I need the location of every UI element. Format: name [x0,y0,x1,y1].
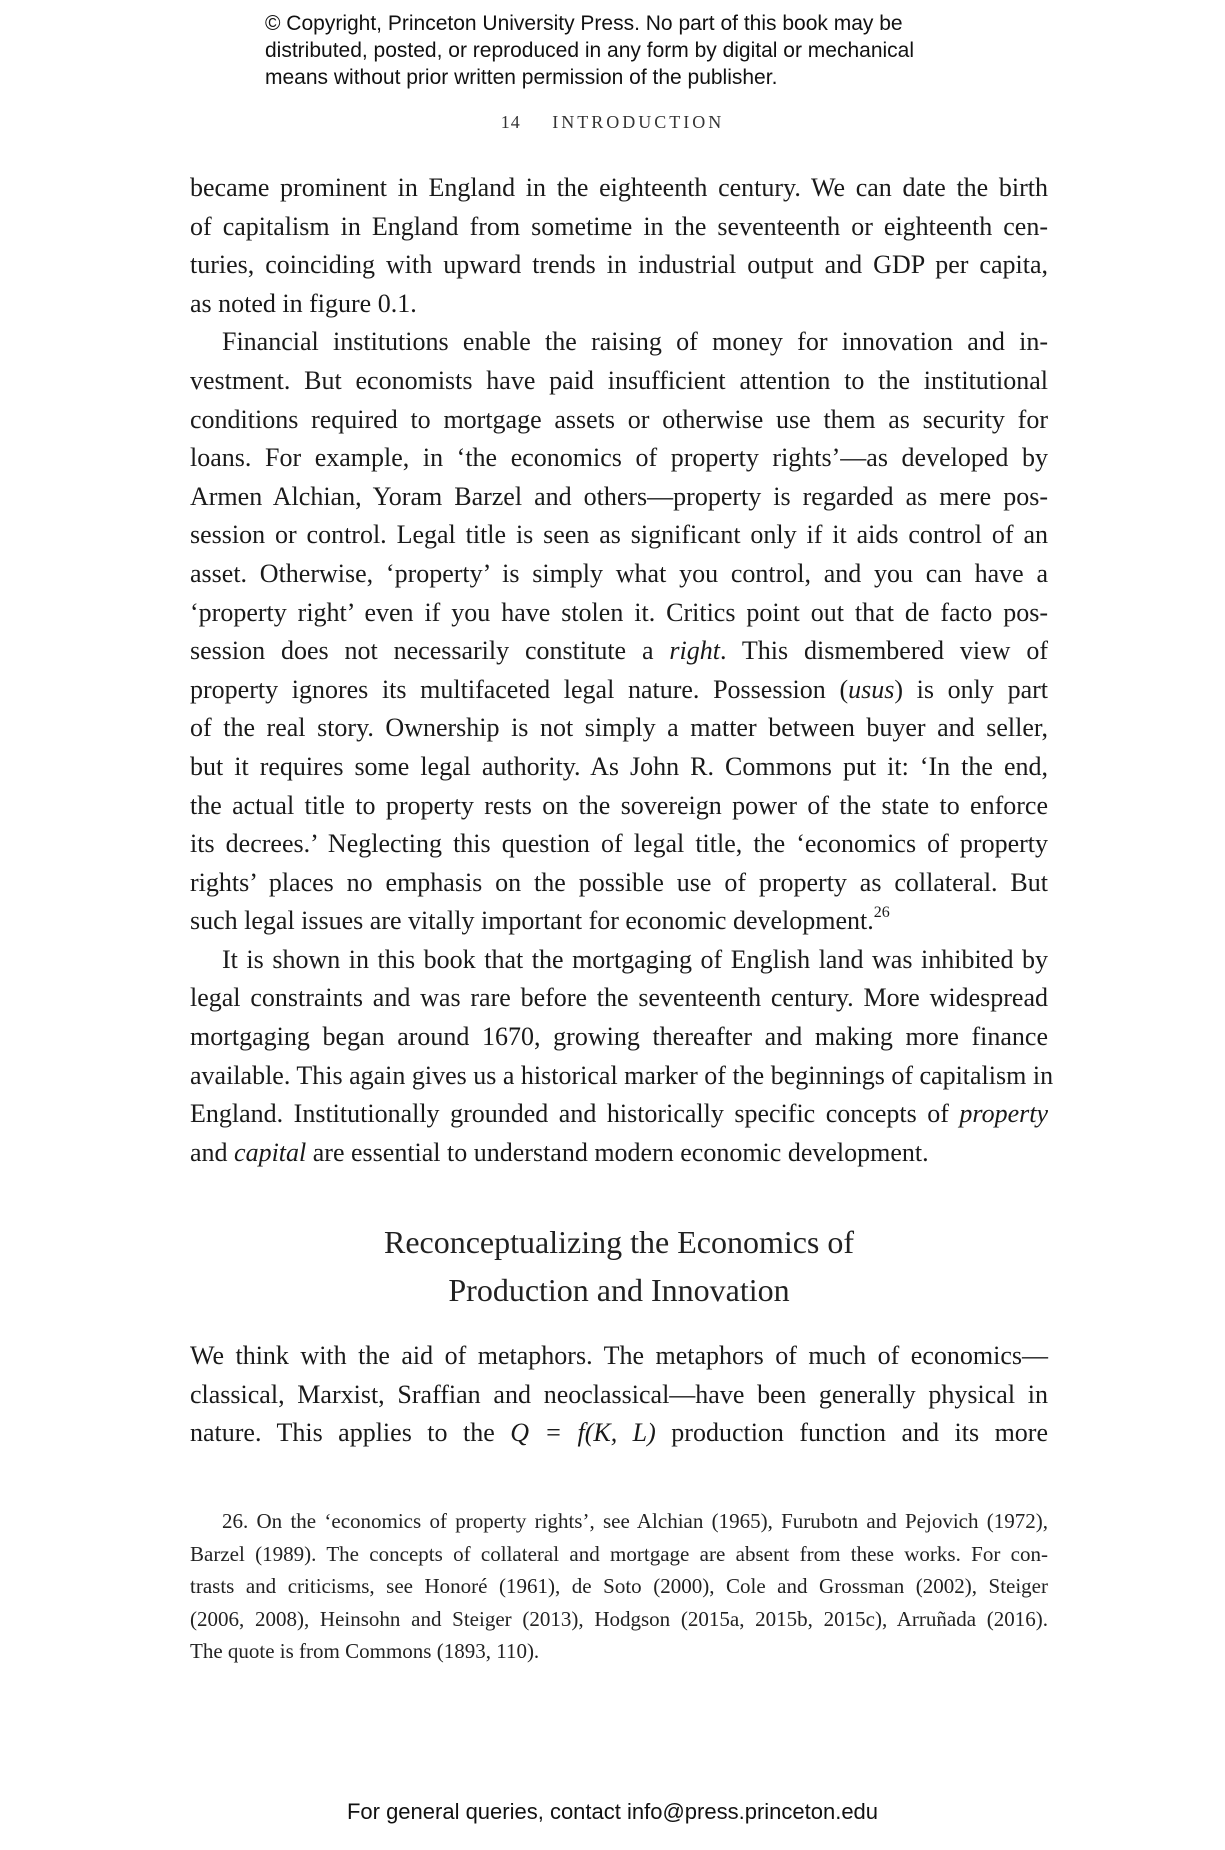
section-heading-line: Production and Innovation [448,1272,790,1308]
copyright-notice [265,10,1025,91]
running-title: INTRODUCTION [552,112,725,132]
section-body-text [190,1337,1048,1453]
text-line: We think with the aid of metaphors. The metaphors of much of economics— [190,1341,1048,1370]
text-line [190,1414,1048,1453]
text-run: England. Institutionally grounded and historically specific concepts of [190,1099,960,1129]
text-run: are essential to understand modern economic development. [306,1137,929,1167]
text-run: nature. This applies to the [190,1418,511,1448]
footnote-line: The quote is from Commons (1893, 110). [190,1639,540,1663]
text-line: Armen Alchian, Yoram Barzel and others—property is regarded as mere pos- [190,481,1048,511]
text-line: of capitalism in England from sometime in the seventeenth or eighteenth cen- [190,211,1048,241]
text-line: asset. Otherwise, ‘property’ is simply what you control, and you can have a [190,558,1048,588]
formula: Q = f(K, L) [510,1418,656,1448]
text-line: available. This again gives us a historical marker of the beginnings of capitalism in [190,1060,1054,1090]
text-line: of the real story. Ownership is not simply a matter between buyer and seller, [190,713,1048,743]
footnote-line: 26. On the ‘economics of property rights’, see Alchian (1965), Furubotn and Pejovich (1972), [222,1509,1048,1533]
copyright-line: © Copyright, Princeton University Press. No part of this book may be [265,12,903,35]
text-line: its decrees.’ Neglecting this question of legal title, the ‘economics of property [190,829,1048,859]
text-line: vestment. But economists have paid insufficient attention to the institutional [190,365,1048,395]
italic-text: property [959,1099,1048,1129]
italic-text: usus [848,674,895,704]
footnote [190,1505,1048,1668]
text-line: the actual title to property rests on the sovereign power of the state to enforce [190,790,1048,820]
text-line: but it requires some legal authority. As John R. Commons put it: ‘In the end, [190,751,1048,781]
footnote-line: trasts and criticisms, see Honoré (1961), de Soto (2000), Cole and Grossman (2002), Steiger [190,1574,1048,1598]
italic-text: capital [234,1137,307,1167]
section-heading-line: Reconceptualizing the Economics of [383,1224,855,1260]
text-run: and [190,1137,235,1167]
italic-text: right [669,636,720,666]
text-line: mortgaging began around 1670, growing thereafter and making more finance [190,1022,1048,1052]
body-text [190,169,1054,1172]
text-line [190,902,1048,941]
footnote-line: (2006, 2008), Heinsohn and Steiger (2013), Hodgson (2015a, 2015b, 2015c), Arruñada (2016). [190,1606,1048,1631]
text-run: such legal issues are vitally important for economic development. [190,906,874,936]
text-line: legal constraints and was rare before the seventeenth century. More widespread [190,983,1048,1013]
footer-contact: For general queries, contact info@press.princeton.edu [346,1799,879,1824]
text-run: session does not necessarily constitute a [190,636,670,666]
text-line: rights’ places no emphasis on the possible use of property as collateral. But [190,867,1048,897]
text-line: conditions required to mortgage assets or otherwise use them as security for [190,404,1048,434]
running-head [0,112,1225,133]
text-line: classical, Marxist, Sraffian and neoclassical—have been generally physical in [190,1379,1048,1409]
text-line: as noted in figure 0.1. [190,288,417,318]
page-number: 14 [500,112,521,132]
text-run: . This dismembered view of [719,636,1048,666]
text-run: ) is only part [894,674,1048,704]
text-line: It is shown in this book that the mortgaging of English land was inhibited by [222,944,1048,974]
text-run: property ignores its multifaceted legal nature. Possession ( [190,674,849,704]
text-line: Financial institutions enable the raising of money for innovation and in- [222,327,1048,357]
text-line [190,632,1048,671]
footnote-line: Barzel (1989). The concepts of collateral and mortgage are absent from these works. For con- [190,1541,1048,1566]
text-line [190,671,1048,710]
text-line [190,1095,1048,1134]
footnote-reference[interactable]: 26 [873,904,890,922]
copyright-line: distributed, posted, or reproduced in any form by digital or mechanical [265,39,915,62]
text-line: ‘property right’ even if you have stolen it. Critics point out that de facto pos- [190,597,1048,627]
text-line: session or control. Legal title is seen as significant only if it aids control of an [190,520,1048,550]
text-line: turies, coinciding with upward trends in industrial output and GDP per capita, [190,250,1048,280]
section-heading [190,1218,1048,1314]
text-line: loans. For example, in ‘the economics of property rights’—as developed by [190,443,1048,473]
text-run: production function and its more [655,1418,1048,1448]
text-line [190,1134,1048,1173]
copyright-line: means without prior written permission of the publisher. [265,66,778,89]
text-line: became prominent in England in the eighteenth century. We can date the birth [190,173,1048,202]
